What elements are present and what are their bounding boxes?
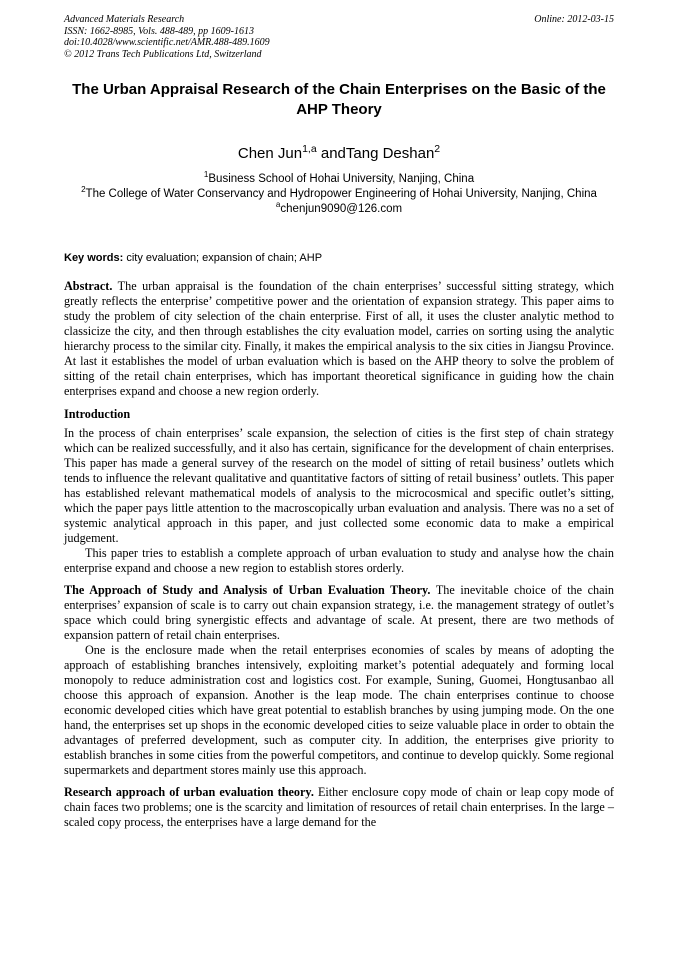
online-date: Online: 2012-03-15 <box>534 14 614 25</box>
author-1: Chen Jun <box>237 145 303 162</box>
journal-copyright: © 2012 Trans Tech Publications Ltd, Switzerland <box>64 48 262 60</box>
paper-title: The Urban Appraisal Research of the Chain Enterprises on the Basic of the AHP Theory <box>72 81 606 118</box>
research-heading: Research approach of urban evaluation theory. <box>64 785 314 799</box>
introduction-paragraph-2: This paper tries to establish a complete approach of urban evaluation to study and analyse how the chain enterprise expand and choose a new region to establish stores orderly. <box>64 546 614 575</box>
introduction-paragraph-1: In the process of chain enterprises’ scale expansion, the selection of cities is the first step of chain strategy which can be realized successfully, and it also has certain, significance for the development of chain enterprises. This paper has made a general survey of the research on the model of sitting of retail business’ outlets which tends to influence the relevant qualitative and quantitative factors of sitting of retail business’ outlets. This paper has established relevant mathematical models of analysis to the microcosmical and specific outlet’s sitting, which the paper pays little attention to the macroscopically urban evaluation and analysis. There was no a set of systemic analytical approach in this paper, and just collected some economic data to make a empirical judgement. <box>64 426 614 545</box>
affiliation-1-text: Business School of Hohai University, Nanjing, China <box>208 173 475 185</box>
journal-issn: ISSN: 1662-8985, Vols. 488-489, pp 1609-1613 <box>64 25 254 37</box>
approach-paragraph-2: One is the enclosure made when the retail enterprises economies of scales by means of adopting the approach of establishing branches intensively, exploiting market’s potential adequately and forming local monopoly to reduce administration cost and logistics cost. For example, Suning, Guomei, Hongtusanbao all choose this approach of expansion. Another is the leap mode. The chain enterprises continue to choose economic developed cities which have great potential to establish branches by using jumping mode. On the one hand, the enterprises set up shops in the economic developed cities to seize valuable place in order to obtain the advantages of preferred development, such as computer city. In addition, the enterprises give priority to establish branches in some cities from the powerful competitors, and continue to develop quickly. Some regional supermarkets and department stores mainly use this approach. <box>64 643 614 777</box>
research-paragraph-1-text: Either enclosure copy mode of chain or leap copy mode of chain faces two problems; one is the scarcity and limitation of resources of retail chain enterprises. In the large –scaled copy process, the enterprises have a large demand for the <box>64 785 614 829</box>
journal-doi: doi:10.4028/www.scientific.net/AMR.488-489.1609 <box>64 37 270 48</box>
keywords-label: Key words: <box>64 252 124 264</box>
paper-body <box>64 279 614 830</box>
journal-name: Advanced Materials Research <box>64 14 185 25</box>
author-2: Tang Deshan <box>345 145 435 162</box>
affiliation-2-text: The College of Water Conservancy and Hydropower Engineering of Hohai University, Nanjing, China <box>85 188 597 200</box>
abstract-label: Abstract. <box>64 279 113 293</box>
affiliation-1 <box>64 172 614 187</box>
keywords-text: city evaluation; expansion of chain; AHP <box>123 252 323 264</box>
approach-paragraph-1 <box>64 583 614 643</box>
affiliation-2 <box>64 187 614 202</box>
author-separator: and <box>316 145 346 162</box>
affiliations <box>64 172 614 217</box>
research-paragraph-1 <box>64 785 614 830</box>
affiliation-2-mark: 2 <box>81 185 86 195</box>
email-text: chenjun9090@126.com <box>280 203 403 215</box>
author-email <box>64 202 614 217</box>
affiliation-1-mark: 1 <box>203 170 209 180</box>
keywords <box>64 251 614 265</box>
author-line <box>64 145 614 163</box>
abstract <box>64 279 614 399</box>
author-1-affil-mark: 1,a <box>302 143 317 155</box>
email-mark: a <box>275 200 281 210</box>
journal-header <box>64 14 614 60</box>
author-2-affil-mark: 2 <box>434 143 441 155</box>
introduction-heading: Introduction <box>64 407 131 421</box>
approach-heading: The Approach of Study and Analysis of Urban Evaluation Theory. <box>64 583 431 597</box>
abstract-text: The urban appraisal is the foundation of the chain enterprises’ successful sitting strategy, which greatly reflects the enterprise’ competitive power and the orientation of expansion strategy. This paper aims to study the problem of city selection of the chain enterprise. First of all, it uses the cluster analytic method to classicize the city, and then through establishes the city evaluation model, carries on sorting using the analytic hierarchy process to the similar city. Finally, it makes the empirical analysis to the six cities in Jiangsu Province. At last it establishes the model of urban evaluation which is based on the AHP theory to solve the problem of sitting of the retail chain enterprises, which has important theoretical significance in guiding how the chain enterprises expand and choose a new region orderly. <box>64 279 614 398</box>
approach-paragraph-1-text: The inevitable choice of the chain enterprises’ expansion of scale is to carry out chain expansion strategy, i.e. the management strategy of outlet’s space which could bring synergistic effects and advantage of scale. At present, there are two methods of expansion pattern of retail chain enterprises. <box>64 583 614 642</box>
